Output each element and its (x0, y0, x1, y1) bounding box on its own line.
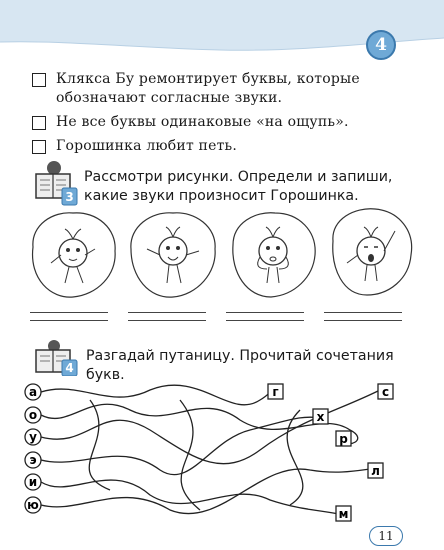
answer-line[interactable] (128, 312, 206, 328)
svg-text:ю: ю (27, 498, 39, 512)
svg-text:о: о (28, 408, 38, 422)
goroshinka-picture (333, 209, 412, 295)
goroshinka-picture (131, 213, 215, 297)
checkbox[interactable] (32, 73, 46, 87)
svg-text:и: и (28, 475, 38, 489)
letter-circle (25, 452, 41, 468)
goroshinka-picture (233, 213, 315, 297)
svg-text:г: г (272, 385, 279, 399)
checklist-item-text: Горошинка любит петь. (56, 138, 237, 154)
statement-checklist (32, 70, 422, 161)
left-letters (25, 384, 41, 513)
page-number: 11 (369, 526, 403, 546)
answer-line[interactable] (324, 312, 402, 328)
checklist-item (32, 113, 422, 132)
task4-number: 4 (65, 361, 74, 375)
letter-box (313, 409, 328, 424)
letter-box (368, 463, 383, 478)
maze-lines (41, 385, 391, 515)
checklist-item (32, 137, 422, 156)
task-reading-icon (34, 160, 80, 206)
svg-text:х: х (316, 410, 325, 424)
task4-instruction: Разгадай путаницу. Прочитай сочетания букв. (86, 348, 394, 383)
svg-text:л: л (371, 464, 380, 478)
letter-maze (0, 370, 444, 525)
svg-text:м: м (338, 507, 349, 521)
letter-circle (25, 429, 41, 445)
svg-text:э: э (29, 453, 37, 467)
letter-circle (25, 384, 41, 400)
letter-box (336, 431, 351, 446)
letter-box (268, 384, 283, 399)
svg-text:р: р (339, 432, 348, 446)
answer-line[interactable] (226, 312, 304, 328)
checklist-item-text: Не все буквы одинаковые «на ощупь». (56, 114, 349, 130)
letter-box (378, 384, 393, 399)
letter-circle (25, 474, 41, 490)
svg-text:у: у (29, 430, 37, 444)
task3-number: 3 (65, 190, 74, 204)
checklist-item (32, 70, 422, 108)
letter-circle (25, 407, 41, 423)
goroshinka-pictures (28, 205, 418, 305)
checkbox[interactable] (32, 116, 46, 130)
goroshinka-picture (33, 213, 116, 297)
answer-line[interactable] (30, 312, 108, 328)
checkbox[interactable] (32, 140, 46, 154)
letter-box (336, 506, 351, 521)
letter-circle (25, 497, 41, 513)
task3-instruction: Рассмотри рисунки. Определи и запиши, какие звуки произносит Горошинка. (84, 169, 393, 204)
svg-text:а: а (28, 385, 38, 399)
right-letters (268, 384, 393, 521)
section-badge: 4 (366, 30, 396, 60)
svg-text:с: с (381, 385, 390, 399)
checklist-item-text: Клякса Бу ремонтирует буквы, которые обозначают согласные звуки. (56, 71, 360, 106)
